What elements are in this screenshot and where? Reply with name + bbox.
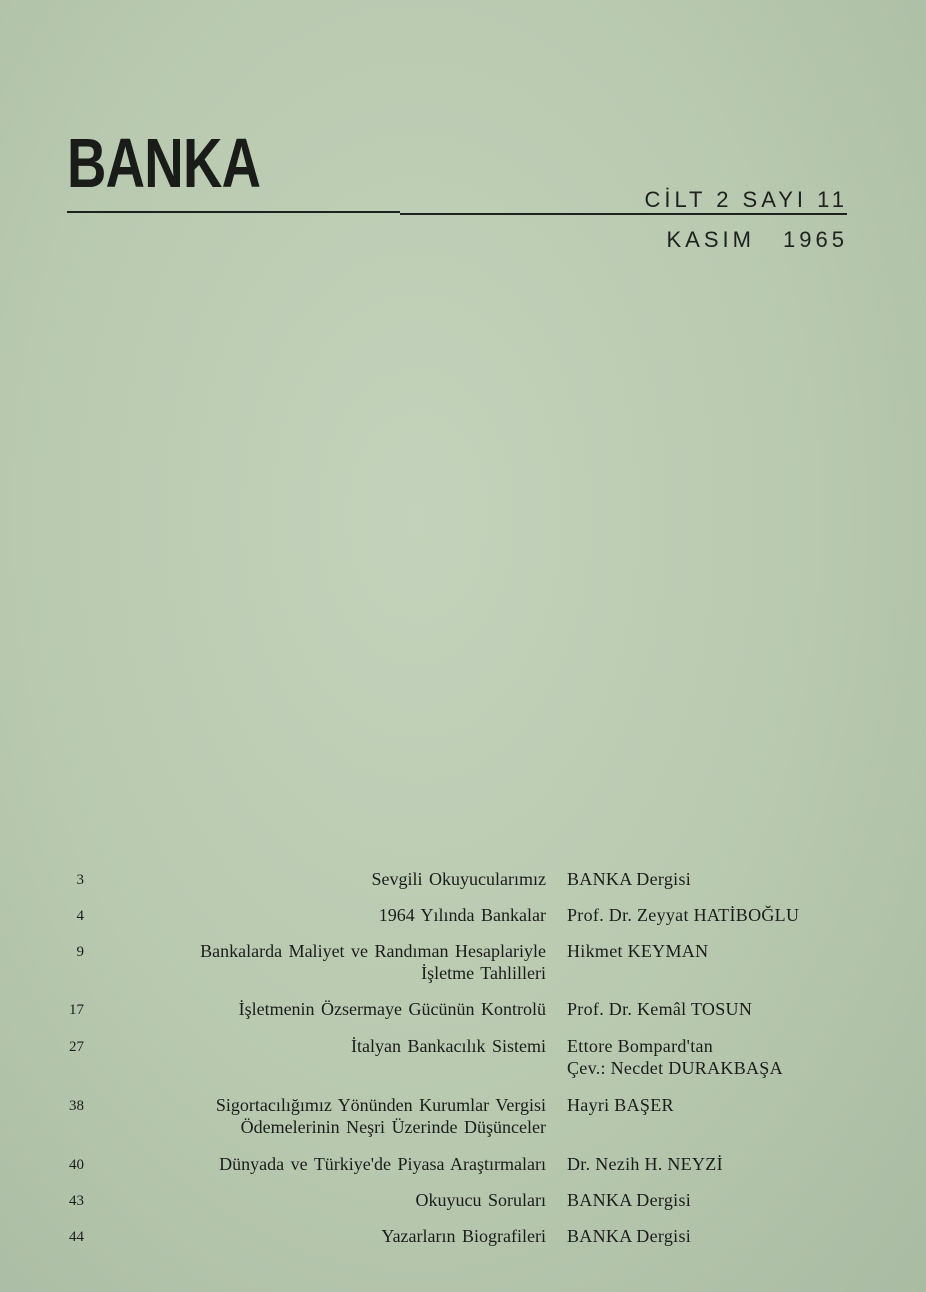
- toc-article-title: Sigortacılığımız Yönünden Kurumlar Vergisi Ödemelerinin Neşri Üzerinde Düşünceler: [215, 1095, 546, 1137]
- toc-page-number: 3: [76, 872, 84, 888]
- toc-author: BANKA Dergisi: [567, 869, 692, 889]
- toc-article-title: Bankalarda Maliyet ve Randıman Hesaplariyle İşletme Tahlilleri: [200, 941, 546, 983]
- toc-page-number: 43: [69, 1193, 84, 1209]
- toc-author: BANKA Dergisi: [567, 1226, 692, 1246]
- toc-article-title: 1964 Yılında Bankalar: [378, 905, 546, 925]
- masthead-rule-right: [400, 213, 847, 215]
- toc-page-number: 4: [76, 908, 84, 924]
- toc-page-number: 38: [69, 1098, 84, 1114]
- toc-author: Ettore Bompard'tan Çev.: Necdet DURAKBAŞA: [567, 1036, 783, 1078]
- toc-page-number: 17: [69, 1002, 84, 1018]
- toc-article-title: Okuyucu Soruları: [415, 1190, 546, 1210]
- masthead-rule-left: [67, 211, 400, 213]
- toc-author: BANKA Dergisi: [567, 1190, 692, 1210]
- toc-author: Hikmet KEYMAN: [567, 941, 709, 961]
- toc-article-title: İtalyan Bankacılık Sistemi: [351, 1036, 546, 1056]
- toc-article-title: İşletmenin Özsermaye Gücünün Kontrolü: [238, 999, 546, 1019]
- volume-issue: CİLT 2 SAYI 11: [644, 187, 848, 212]
- toc-article-title: Dünyada ve Türkiye'de Piyasa Araştırmaları: [219, 1154, 546, 1174]
- toc-page-number: 40: [69, 1157, 84, 1173]
- toc-author: Dr. Nezih H. NEYZİ: [567, 1154, 723, 1174]
- masthead-title: BANKA: [67, 124, 261, 202]
- toc-page-number: 44: [69, 1229, 84, 1245]
- toc-page-number: 9: [76, 944, 84, 960]
- toc-author: Prof. Dr. Zeyyat HATİBOĞLU: [567, 905, 800, 925]
- toc-author: Prof. Dr. Kemâl TOSUN: [567, 999, 753, 1019]
- toc-article-title: Yazarların Biografileri: [381, 1226, 546, 1246]
- toc-article-title: Sevgili Okuyucularımız: [371, 869, 546, 889]
- issue-date: KASIM 1965: [666, 227, 848, 252]
- toc-author: Hayri BAŞER: [567, 1095, 674, 1115]
- toc-page-number: 27: [69, 1039, 84, 1055]
